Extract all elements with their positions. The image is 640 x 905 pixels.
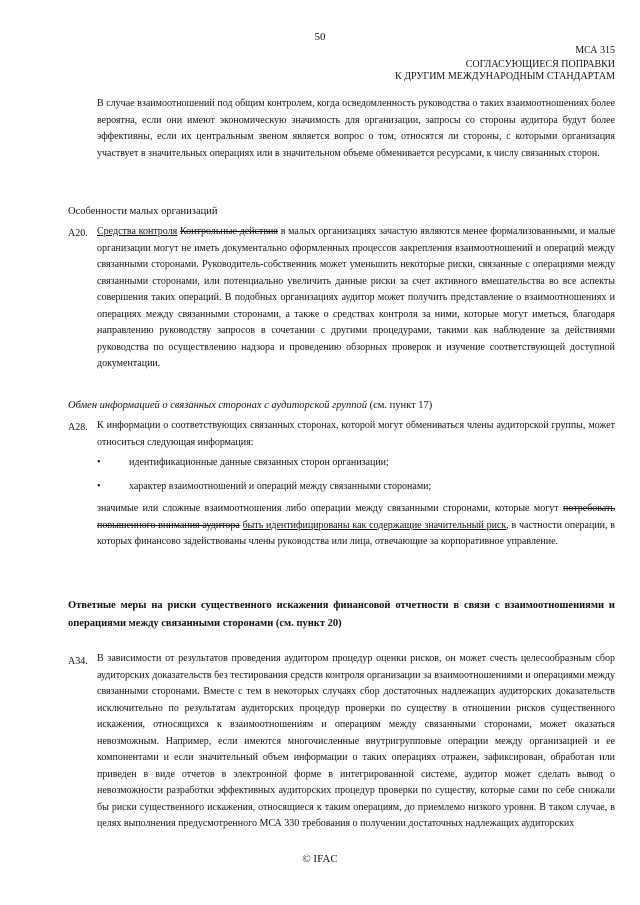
paragraph-label-a20: A20. [68, 228, 88, 239]
paragraph-a20-text: в малых организациях зачастую являются менее формализованными, и малые организации могут не иметь документально оформленных процессов закрепления взаимоотношений и операций между связанными сторонами. Руководитель-собственник может уменьшить некоторые риски, связанные с операциями между связанными сторонами, или потенциально увеличить данные риски за счет активного вмешательства во все аспекты совершения таких операций. В подобных организациях аудитор может получить представление о взаимоотношениях и операциях между связанными сторонами, а также о средствах контроля за ними, которые могут иметься, благодаря направлению руководству запросов в сочетании с другими процедурами, такими как наблюдение за действиями руководства по осуществлению надзора и проведению обзорных проверок и изучение соответствующей доступной документации. [97, 226, 616, 369]
exchange-heading-title: Обмен информацией о связанных сторонах с аудиторской группой [68, 400, 367, 411]
section-heading-responses: Ответные меры на риски существенного искажения финансовой отчетности в связи с взаимоотношениями и операциями между связанными сторонами (см. пункт 20) [68, 600, 615, 629]
amendments-heading [395, 59, 615, 83]
section-heading-small-entities: Особенности малых организаций [68, 206, 218, 217]
standard-code: МСА 315 [575, 45, 615, 56]
bullet-icon: • [97, 481, 101, 492]
paragraph-a20 [97, 224, 615, 373]
amendments-line-1: СОГЛАСУЮЩИЕСЯ ПОПРАВКИ [465, 59, 615, 70]
a28-cont-start: значимые или сложные взаимоотношения либо операции между связанными сторонами, которые могут [97, 503, 564, 514]
amendments-line-2: К ДРУГИМ МЕЖДУНАРОДНЫМ СТАНДАРТАМ [395, 71, 615, 82]
section-heading-exchange [68, 400, 432, 411]
intro-paragraph: В случае взаимоотношений под общим контролем, когда осведомленность руководства о таких взаимоотношениях более вероятна, если они имеют экономическую значимость для организации, запросы со стороны аудитора будут более эффективны, если их центральным звеном является вопрос о том, относятся ли стороны, с которыми организация участвует в значительных операциях или в значительном объеме обменивается ресурсами, к числу связанных сторон. [97, 98, 615, 159]
inserted-text: Средства контроля [97, 226, 178, 237]
a28-cont-end: , в частности операции, в которых финансово задействованы члены руководства или лица, отвечающие за корпоративное управление. [97, 519, 615, 547]
bullet-text: характер взаимоотношений и операций между связанными сторонами; [129, 481, 432, 492]
paragraph-label-a34: A34. [68, 656, 88, 667]
paragraph-label-a28: A28. [68, 422, 88, 433]
bullet-text: идентификационные данные связанных сторон организации; [129, 457, 389, 468]
deleted-text: Контрольные действия [179, 226, 278, 237]
footer-copyright: © IFAC [302, 853, 338, 865]
paragraph-a28-intro: К информации о соответствующих связанных сторонах, которой могут обмениваться члены аудиторской группы, может относиться следующая информация: [97, 420, 615, 448]
exchange-heading-ref: (см. пункт 17) [366, 400, 433, 411]
bullet-icon: • [97, 457, 101, 468]
inserted-text: быть идентифицированы как содержащие значительный риск [242, 519, 507, 531]
page-number: 50 [314, 31, 326, 43]
paragraph-a28-continued [97, 501, 615, 551]
paragraph-a34: В зависимости от результатов проведения аудитором процедур оценки рисков, он может счесть целесообразным сбор аудиторских доказательств без тестирования средств контроля организации за взаимоотношениями и операциями между связанными сторонами. Вместе с тем в некоторых случаях сбор достаточных надлежащих аудиторских доказательств исключительно по результатам аудиторских процедур проверки по существу в отношении рисков существенного искажения, относящихся к взаимоотношениям и операциям между связанными сторонами, может оказаться невозможным. Например, если имеются многочисленные внутригрупповые операции между организацией и ее компонентами и если значительный объем информации о таких операциях отражен, зафиксирован, обработан или приведен в виде отчетов в электронной форме в интегрированной системе, аудитор может сделать вывод о невозможности разработки эффективных аудиторских процедур проверки по существу, которые сами по себе снижали бы риски существенного искажения, относящиеся к таким операциям, до приемлемо низкого уровня. В таком случае, в целях выполнения предусмотренного МСА 330 требования о получении достаточных надлежащих аудиторских [97, 653, 615, 829]
deleted-text: потребовать повышенного внимания аудитора [97, 503, 615, 531]
